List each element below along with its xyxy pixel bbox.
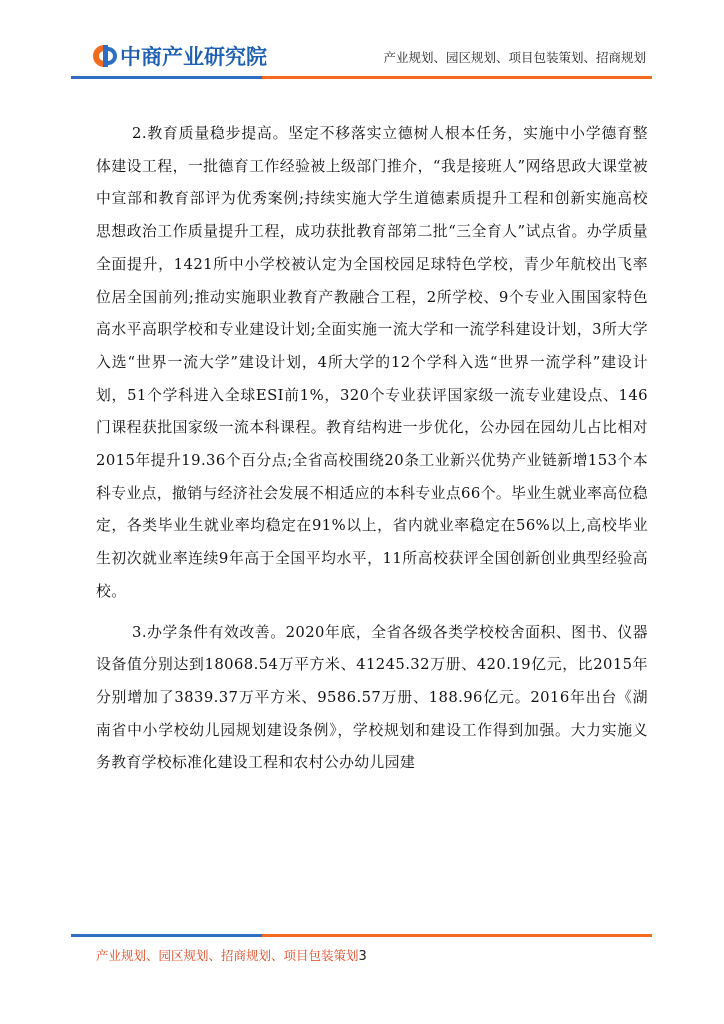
page-header [0, 0, 724, 90]
footer-divider-orange [262, 934, 652, 937]
header-tagline: 产业规划、园区规划、项目包装策划、招商规划 [383, 50, 646, 65]
paragraph-education-quality: 2.教育质量稳步提高。坚定不移落实立德树人根本任务，实施中小学德育整体建设工程，一批德育工作经验被上级部门推介，“我是接班人”网络思政大课堂被中宣部和教育部评为优秀案例;持续实施大学生道德素质提升工程和创新实施高校思想政治工作质量提升工程，成功获批教育部第二批“三全育人”试点省。办学质量全面提升，1421所中小学校被认定为全国校园足球特色学校，青少年航校出飞率位居全国前列;推动实施职业教育产教融合工程，2所学校、9个专业入围国家特色高水平高职学校和专业建设计划;全面实施一流大学和一流学科建设计划，3所大学入选“世界一流大学”建设计划，4所大学的12个学科入选“世界一流学科”建设计划，51个学科进入全球ESI前1%，320个专业获评国家级一流专业建设点、146门课程获批国家级一流本科课程。教育结构进一步优化，公办园在园幼儿占比相对2015年提升19.36个百分点;全省高校围绕20条工业新兴优势产业链新增153个本科专业点，撤销与经济社会发展不相适应的本科专业点66个。毕业生就业率高位稳定，各类毕业生就业率均稳定在91%以上，省内就业率稳定在56%以上,高校毕业生初次就业率连续9年高于全国平均水平，11所高校获评全国创新创业典型经验高校。 [96, 125, 648, 600]
document-body [96, 118, 648, 780]
header-divider-orange [262, 76, 652, 79]
footer-divider-blue [71, 934, 262, 937]
logo-text: 中商产业研究院 [120, 45, 267, 69]
paragraph-school-conditions: 3.办学条件有效改善。2020年底，全省各级各类学校校舍面积、图书、仪器设备值分别达到18068.54万平方米、41245.32万册、420.19亿元，比2015年分别增加了3839.37万平方米、9586.57万册、188.96亿元。2016年出台《湖南省中小学校幼儿园规划建设条例》，学校规划和建设工作得到加强。大力实施义务教育学校标准化建设工程和农村公办幼儿园建 [96, 623, 648, 772]
logo-mark-icon [91, 43, 117, 69]
footer-tagline: 产业规划、园区规划、招商规划、项目包装策划 [96, 948, 359, 963]
header-divider-blue [71, 76, 262, 79]
page-footer [96, 946, 367, 964]
page-number: 3 [358, 949, 367, 964]
logo [91, 41, 267, 71]
